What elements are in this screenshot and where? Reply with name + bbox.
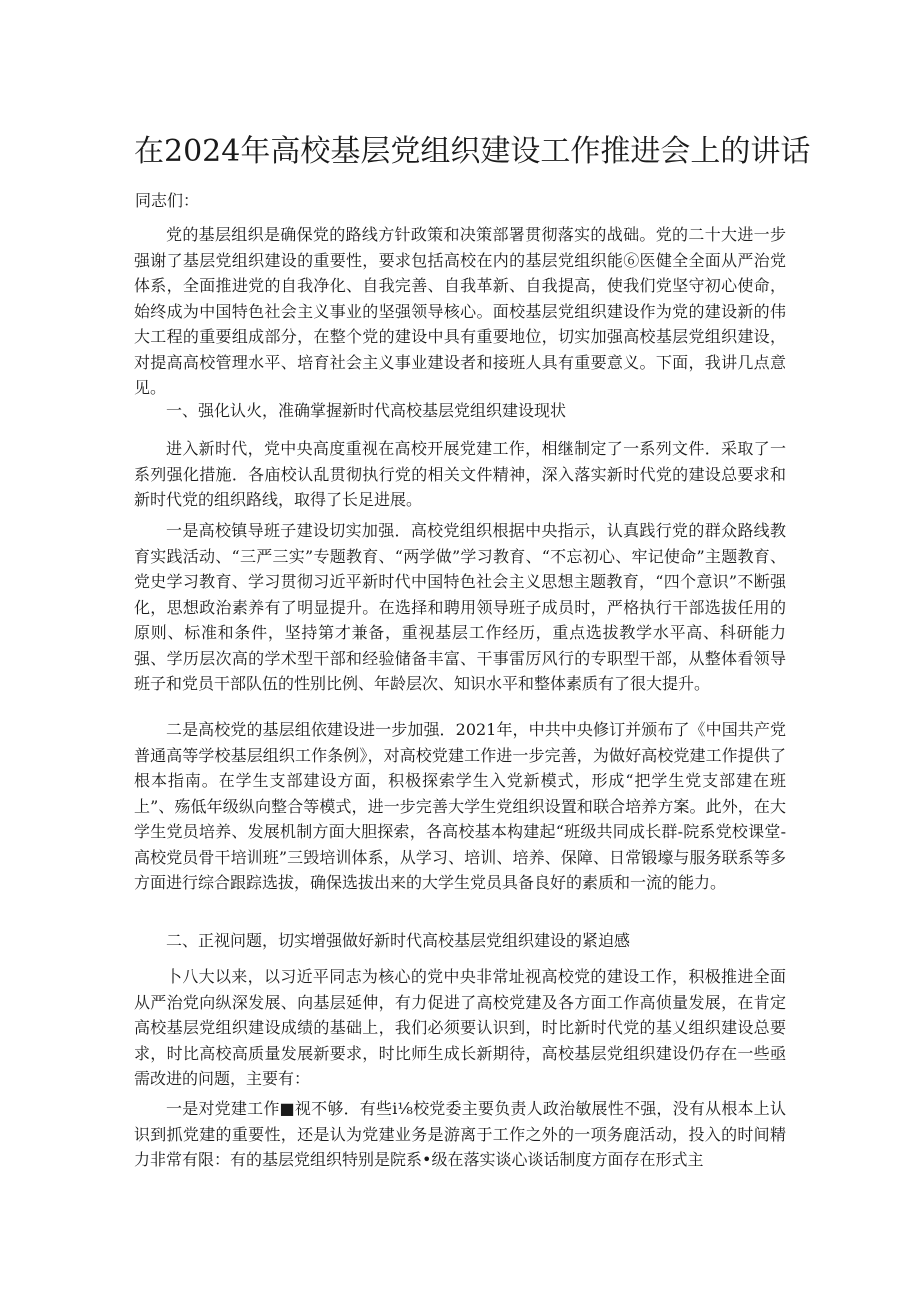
section-two-point-one-paragraph: 一是对党建工作■视不够．有些i⅛校党委主要负责人政治敏展性不强，没有从根本上认识到抓党建的重要性，还是认为党建业务是游离于工作之外的一项务鹿活动，投入的时间精力非常有限：有的基层党组织特别是院系•级在落实谈心谈话制度方面存在形式主 [134,1099,786,1169]
section-one-point-one-paragraph: 一是高校镇导班子建设切实加强．高校党组织根据中央指示，认真践行党的群众路线教育实践活动、“三严三实”专题教育、“两学做”学习教育、“不忘初心、牢记使命”主题教育、党史学习教育、学习贯彻习近平新时代中国特色社会主义思想主题教育，“四个意识”不断强化，思想政治素养有了明显提升。在选择和聘用领导班子成员时，严格执行干部选拔任用的原则、标准和条件，坚持第才兼备，重视基层工作经历，重点选拔教学水平高、科研能力强、学历层次高的学术型干部和经验储备丰富、干事雷厉风行的专职型干部，从整体看领导班子和党员干部队伍的性别比例、年龄层次、知识水平和整体素质有了很大提升。 [134,521,786,693]
salutation: 同志们： [135,191,200,210]
section-one-heading: 一、强化认火，准确掌握新时代高校基层党组织建设现状 [166,401,567,420]
section-one-point-two-paragraph: 二是高校党的基层组依建设进一步加强．2021年，中共中央修订并颁布了《中国共产党普通高等学校基层组织工作条例》，对高校党建工作进一步完善，为做好高校党建工作提供了根本指南。在学生支部建设方面，积极探索学生入党新模式，形成“把学生党支部建在班上”、殇低年级纵向整合等模式，进一步完善大学生党组织设置和联合培养方案。此外，在大学生党员培养、发展机制方面大胆探索，各高校基本构建起“班级共同成长群-院系党校课堂-高校党员骨干培训班”三毁培训体系，从学习、培训、培养、保障、日常锻壕与服务联系等多方面进行综合跟踪选拔，确保选拔出来的大学生党员具备良好的素质和一流的能力。 [134,720,786,892]
document-title: 在2024年高校基层党组织建设工作推进会上的讲话 [134,134,811,169]
section-one-intro-paragraph: 进入新时代，党中央高度重视在高校开展党建工作，相继制定了一系列文件．采取了一系列强化措施．各庙校认乱贯彻执行党的相关文件精神，深入落实新时代党的建设总要求和新时代党的组织路线，取得了长足进展。 [134,439,786,509]
section-two-intro-paragraph: 卜八大以来，以习近平同志为核心的党中央非常址视高校党的建设工作，积极推进全面从严治党向纵深发展、向基层延伸，有力促进了高校党建及各方面工作高侦量发展，在肯定高校基层党组织建设成绩的基础上，我们必须要认识到，时比新时代党的基乂组织建设总要求，时比高校高质量发展新要求，时比师生成长新期待，高校基层党组织建设仍存在一些亟需改进的问题，主要有： [134,967,786,1088]
section-two-heading: 二、正视问题，切实增强做好新时代高校基层党组织建设的紧迫感 [166,931,631,950]
intro-paragraph: 党的基层组织是确保党的路线方针政策和决策部署贯彻落实的战础。党的二十大进一步强谢了基层党组织建设的重要性，要求包括高校在内的基层党组织能⑥医健全全面从严治党体系，全面推进党的自我净化、自我完善、自我革新、自我提高，使我们党坚守初心使命，始终成为中国特色社会主义事业的坚强领导核心。面校基层党组织建设作为党的建设新的伟大工程的重要组成部分，在整个党的建设中具有重要地位，切实加强高校基层党组织建设，对提高高校管理水平、培育社会主义事业建设者和接班人具有重要意义。下面，我讲几点意见。 [134,225,786,397]
